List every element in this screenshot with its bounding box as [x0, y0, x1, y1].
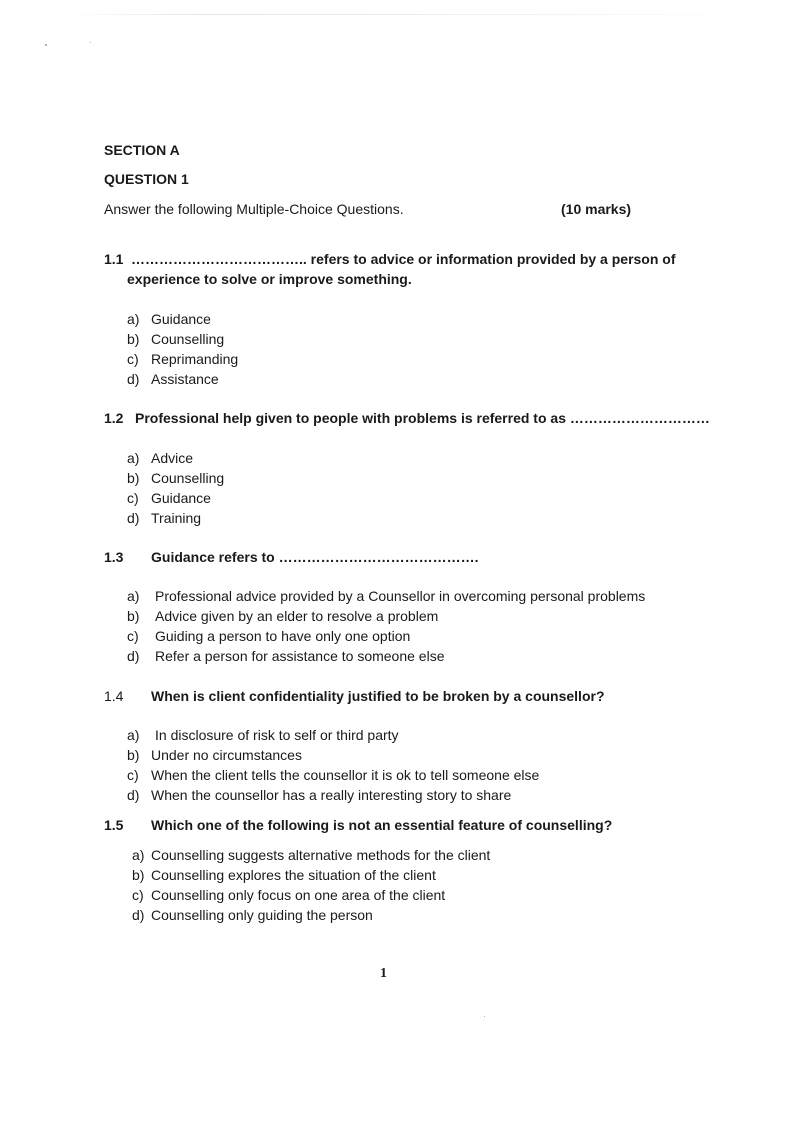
question-text: Which one of the following is not an essential feature of counselling? — [151, 817, 613, 833]
scan-speck — [90, 42, 91, 43]
answer-option: b) Counselling explores the situation of the client — [132, 867, 436, 883]
answer-option: d) When the counsellor has a really interesting story to share — [127, 787, 512, 803]
answer-option: b) Under no circumstances — [127, 747, 302, 763]
question-text: ……………………………….. refers to advice or information provided by a person of — [131, 251, 676, 267]
question-text: Guidance refers to ……………………………………. — [151, 549, 479, 565]
question-text-continued: experience to solve or improve something. — [127, 271, 412, 287]
question-number: 1.3 — [104, 549, 124, 565]
page-number: 1 — [380, 966, 387, 981]
answer-option: d) Training — [127, 510, 202, 526]
instruction-text: Answer the following Multiple-Choice Questions. — [104, 201, 404, 217]
answer-option: b) Counselling — [127, 470, 225, 486]
answer-option: d) Refer a person for assistance to someone else — [127, 648, 445, 664]
answer-option: d) Assistance — [127, 371, 219, 387]
question-number: 1.2 — [104, 410, 124, 426]
answer-option: a) Advice — [127, 450, 194, 466]
scan-speck — [484, 1016, 485, 1017]
answer-option: c) Reprimanding — [127, 351, 239, 367]
scan-speck — [45, 44, 47, 46]
answer-option: b) Advice given by an elder to resolve a problem — [127, 608, 439, 624]
question-text: Professional help given to people with problems is referred to as ………………………… — [135, 410, 710, 426]
answer-option: d) Counselling only guiding the person — [132, 907, 373, 923]
answer-option: a) In disclosure of risk to self or third party — [127, 727, 399, 743]
question-number: 1.1 — [104, 251, 124, 267]
answer-option: b) Counselling — [127, 331, 225, 347]
marks-label: (10 marks) — [561, 201, 632, 217]
answer-option: c) When the client tells the counsellor it is ok to tell someone else — [127, 767, 540, 783]
question-heading: QUESTION 1 — [104, 171, 189, 187]
answer-option: c) Guiding a person to have only one option — [127, 628, 411, 644]
question-number: 1.4 — [104, 688, 124, 704]
answer-option: a) Guidance — [127, 311, 211, 327]
question-text: When is client confidentiality justified to be broken by a counsellor? — [151, 688, 605, 704]
question-number: 1.5 — [104, 817, 124, 833]
answer-option: c) Guidance — [127, 490, 211, 506]
answer-option: a) Counselling suggests alternative methods for the client — [132, 847, 491, 863]
section-heading: SECTION A — [104, 142, 180, 158]
answer-option: a) Professional advice provided by a Counsellor in overcoming personal problems — [127, 588, 646, 604]
answer-option: c) Counselling only focus on one area of the client — [132, 887, 446, 903]
scan-artifact-line — [60, 14, 774, 15]
